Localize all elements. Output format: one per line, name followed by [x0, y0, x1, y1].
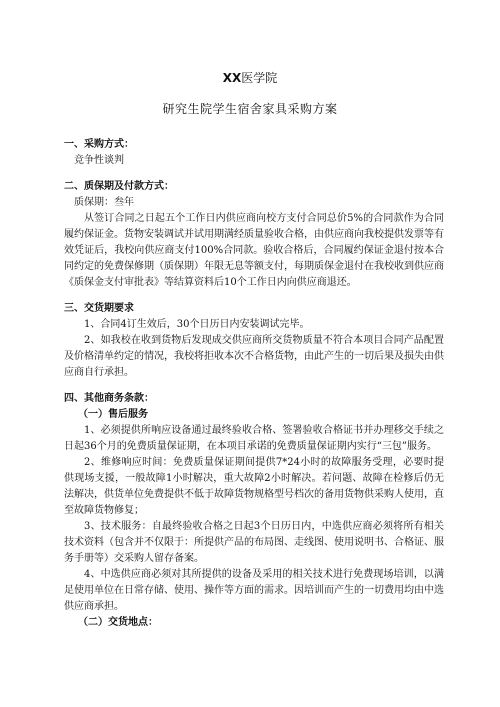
section-heading-procurement-method: 一、采购方式： — [64, 139, 134, 150]
school-name — [0, 70, 500, 86]
delivery-item-2: 2、如我校在收到货物后发现成交供应商所交货物质量不符合本项目合同产品配置及价格清单约定的情况，我校将拒收本次不合格货物，由此产生的一切后果及损失由供应商自行承担。 — [64, 335, 444, 378]
school-suffix: 医学院 — [241, 71, 278, 85]
section-heading-delivery: 三、交货期要求 — [64, 303, 134, 314]
procurement-method-text: 竞争性谈判 — [74, 155, 124, 166]
section-heading-warranty-payment: 二、质保期及付款方式： — [64, 181, 174, 192]
after-sales-item-3: 3、技术服务：自最终验收合格之日起3个日历日内，中选供应商必须将所有相关技术资料（包含并不仅限于：所提供产品的布局图、走线图、使用说明书、合格证、服务手册等）交采购人留存备案。 — [64, 521, 444, 564]
warranty-period-text: 质保期：叁年 — [74, 197, 134, 208]
school-prefix: XX — [222, 71, 242, 85]
subheading-after-sales: （一）售后服务 — [78, 409, 148, 420]
section-heading-other-terms: 四、其他商务条款： — [64, 393, 154, 404]
delivery-item-1: 1、合同4订生效后，30个日历日内安装调试完毕。 — [84, 319, 310, 330]
after-sales-item-2: 2、维修响应时间：免费质量保证期间提供7*24小时的故障服务受理，必要时提供现场支援，一般故障1小时解决，重大故障2小时解决。若问题、故障在检修后仍无法解决，供货单位免费提供不低于故障货物规格型号档次的备用货物供采购人使用，直至故障货物修复； — [64, 457, 444, 516]
payment-terms-paragraph: 从签订合同之日起五个工作日内供应商向校方支付合同总价5%的合同款作为合同履约保证金。货物安装调试并试用期满经质量验收合格，由供应商向我校提供发票等有效凭证后，我校向供应商支付100%合同款。验收合格后，合同履约保证金退付按本合同约定的免费保修期（质保期）年限无息等额支付，每期质保金退付在我校收到供应商《质保金支付审批表》等结算资料后10个工作日内向供应商退还。 — [64, 213, 444, 288]
after-sales-item-4: 4、中选供应商必须对其所提供的设备及采用的相关技术进行免费现场培训，以满足使用单位在日常存储、使用、操作等方面的需求。因培训而产生的一切费用均由中选供应商承担。 — [64, 569, 444, 612]
document-title: 研究生院学生宿舍家具采购方案 — [162, 102, 338, 116]
document-body — [64, 137, 444, 631]
after-sales-item-1: 1、必须提供所响应设备通过最终验收合格、签署验收合格证书并办理移交手续之日起36个月的免费质量保证期，在本项目承诺的免费质量保证期内实行“三包”服务。 — [64, 425, 444, 452]
subheading-delivery-location: （二）交货地点： — [78, 617, 158, 628]
